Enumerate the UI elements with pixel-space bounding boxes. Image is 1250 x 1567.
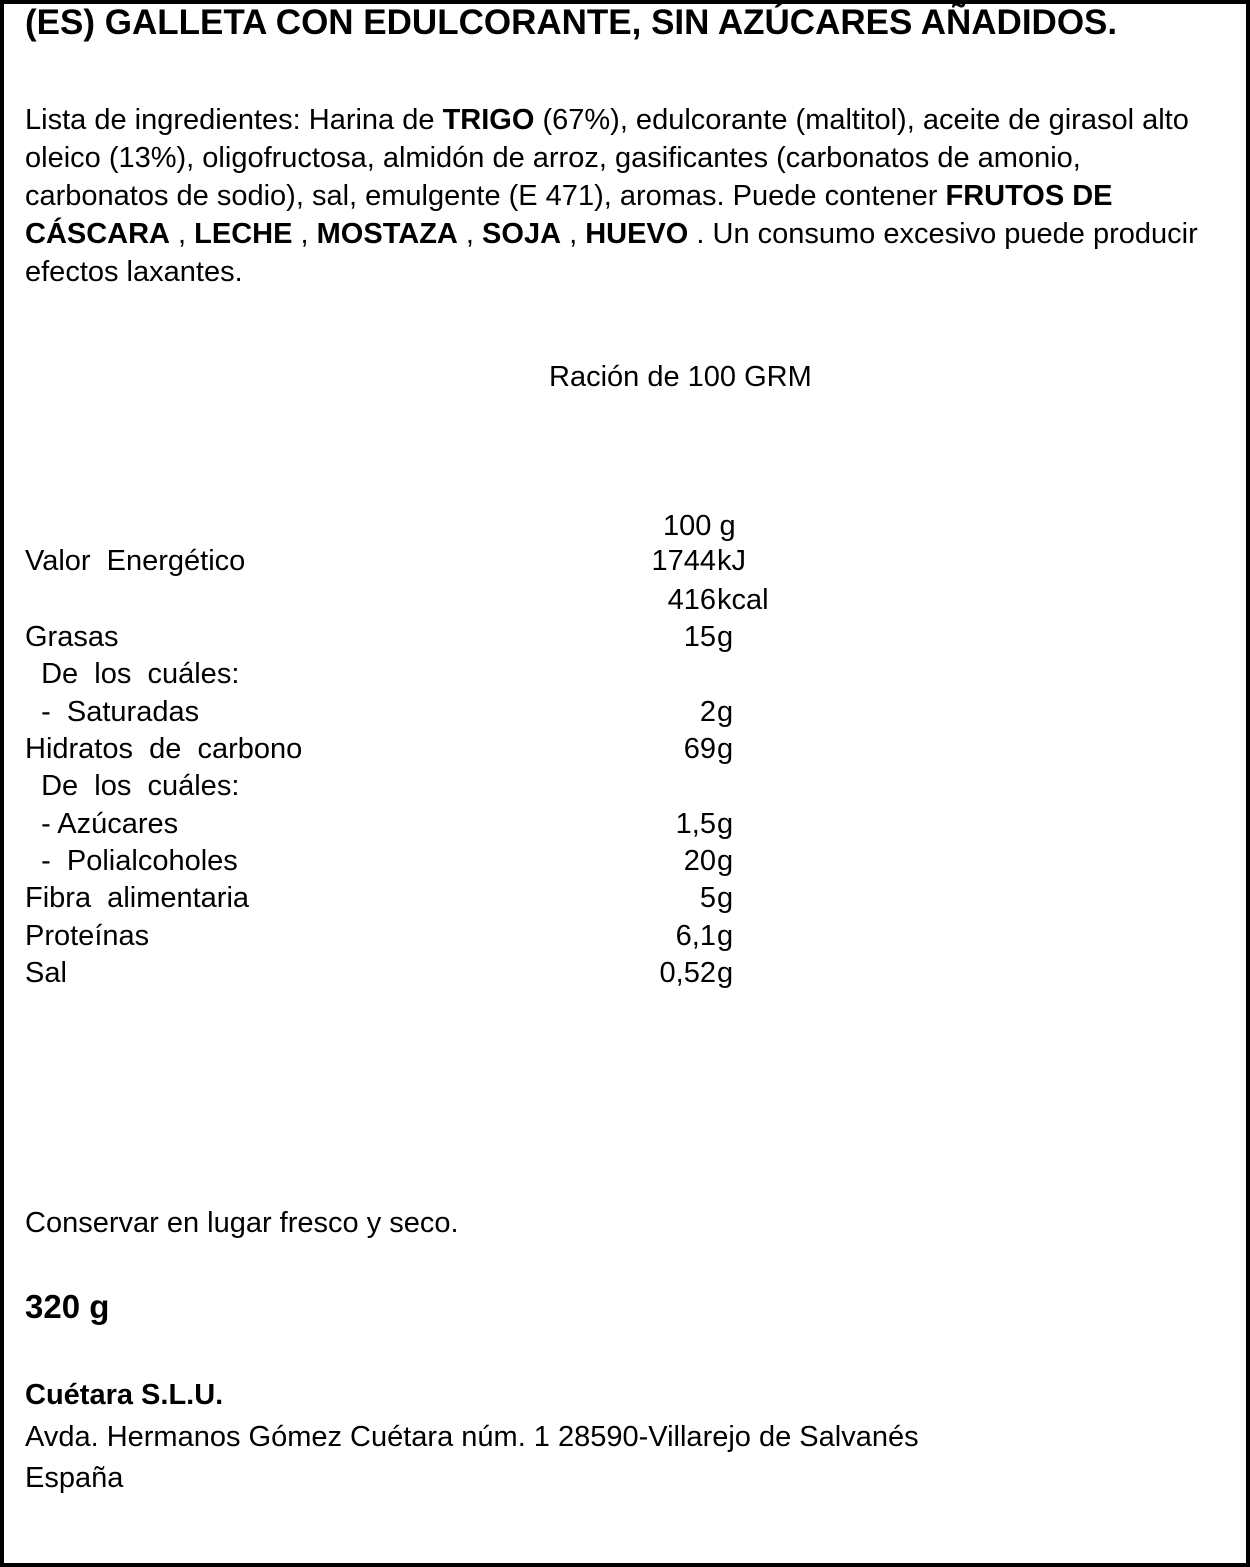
- storage-instructions: Conservar en lugar fresco y seco.: [25, 1207, 459, 1239]
- ingredients-text-3: . Un consumo excesivo puede producir efectos laxantes.: [25, 218, 1198, 288]
- allergen-separator: ,: [170, 218, 195, 250]
- energy-kj-value: 1744: [651, 545, 716, 577]
- energy-kcal-unit: kcal: [717, 584, 769, 616]
- allergen-huevo: HUEVO: [585, 218, 689, 250]
- nutrient-value: 20: [683, 845, 716, 877]
- nutrient-label: De los cuáles:: [25, 770, 240, 802]
- nutrient-label: - Saturadas: [25, 696, 200, 728]
- nutrient-unit: g: [717, 920, 734, 952]
- nutrient-value: 15: [683, 621, 716, 653]
- allergen-separator: ,: [561, 218, 586, 250]
- company-name: Cuétara S.L.U.: [25, 1379, 224, 1411]
- nutrient-value: 0,52: [659, 957, 716, 989]
- nutrient-label: - Polialcoholes: [25, 845, 238, 877]
- nutrient-label: Fibra alimentaria: [25, 882, 250, 914]
- serving-size: Ración de 100 GRM: [549, 361, 812, 393]
- allergen-leche: LECHE: [194, 218, 293, 250]
- allergen-soja: SOJA: [482, 218, 562, 250]
- nutrient-unit: g: [717, 845, 734, 877]
- ingredients-text-1: Harina de: [308, 104, 443, 136]
- nutrient-label: Hidratos de carbono: [25, 733, 303, 765]
- nutrient-label: Grasas: [25, 621, 119, 653]
- energy-kcal-value: 416: [667, 584, 716, 616]
- ingredients-text-2: (67%), edulcorante (maltitol), aceite de girasol alto oleico (13%), oligofructosa, almidón de arroz, gasificantes (carbonatos de amonio, carbonatos de sodio), sal, emulgente (E 471), aromas. Puede contener: [25, 104, 1189, 212]
- nutrient-value: 5: [699, 882, 716, 914]
- nutrient-unit: g: [717, 621, 734, 653]
- product-title: (ES) GALLETA CON EDULCORANTE, SIN AZÚCARES AÑADIDOS.: [25, 3, 1118, 42]
- nutrient-value: 2: [699, 696, 716, 728]
- nutrient-unit: g: [717, 882, 734, 914]
- nutrient-label: Sal: [25, 957, 67, 989]
- nutrient-unit: g: [717, 808, 734, 840]
- allergen-trigo: TRIGO: [442, 104, 535, 136]
- allergen-frutos-de-cascara: FRUTOS DE CÁSCARA: [25, 180, 1113, 250]
- nutrient-value: 1,5: [675, 808, 716, 840]
- nutrient-label: Proteínas: [25, 920, 150, 952]
- net-weight: 320 g: [25, 1288, 110, 1325]
- ingredients-label: Lista de ingredientes:: [25, 104, 309, 136]
- energy-kj-unit: kJ: [717, 545, 746, 577]
- nutrient-unit: g: [717, 696, 734, 728]
- nutrient-unit: g: [717, 733, 734, 765]
- allergen-mostaza: MOSTAZA: [316, 218, 458, 250]
- ingredients-list: [25, 101, 1225, 291]
- nutrient-unit: g: [717, 957, 734, 989]
- allergen-separator: ,: [457, 218, 483, 250]
- nutrient-value: 6,1: [675, 920, 716, 952]
- energy-label: Valor Energético: [25, 545, 246, 577]
- nutrient-label: De los cuáles:: [25, 658, 240, 690]
- nutrition-column-header: 100 g: [663, 510, 736, 542]
- nutrient-label: - Azúcares: [25, 808, 179, 840]
- nutrient-value: 69: [683, 733, 716, 765]
- company-address: Avda. Hermanos Gómez Cuétara núm. 1 28590-Villarejo de Salvanés: [25, 1421, 919, 1453]
- allergen-separator: ,: [292, 218, 317, 250]
- company-country: España: [25, 1462, 124, 1494]
